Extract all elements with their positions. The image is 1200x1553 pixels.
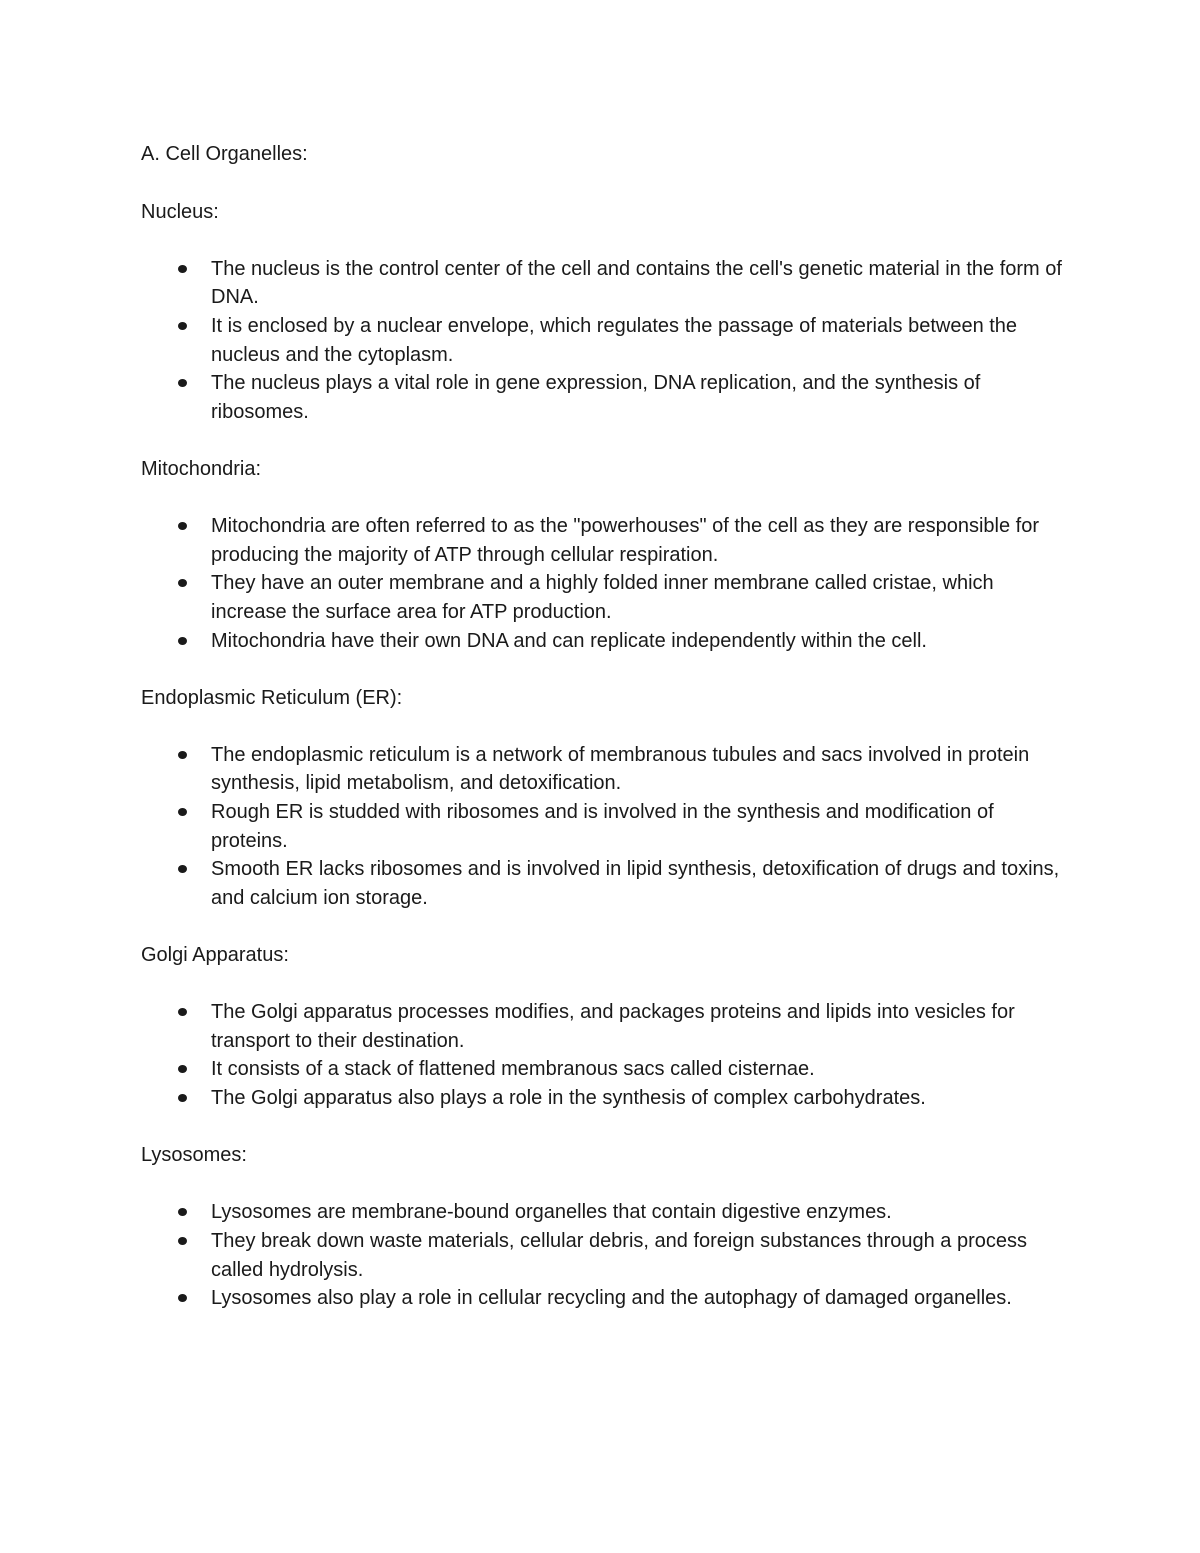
list-item [141, 1055, 1071, 1084]
list-item-text: Mitochondria have their own DNA and can replicate independently within the cell. [211, 629, 927, 652]
section-heading: Golgi Apparatus: [141, 944, 289, 967]
list-item-text: The nucleus plays a vital role in gene expression, DNA replication, and the synthesis of ribosomes. [211, 372, 981, 423]
document-title: A. Cell Organelles: [141, 143, 308, 165]
list-item-text: The Golgi apparatus processes modifies, and packages proteins and lipids into vesicles for transport to their destination. [211, 1001, 1015, 1052]
list-item [141, 998, 1071, 1055]
bullet-icon [178, 1208, 187, 1216]
list-item [141, 1198, 1071, 1227]
section-heading: Lysosomes: [141, 1144, 247, 1167]
bullet-icon [178, 865, 187, 873]
list-item [141, 255, 1071, 312]
list-item [141, 1284, 1071, 1313]
section-heading: Nucleus: [141, 200, 219, 223]
bullet-list [141, 741, 1071, 913]
list-item-text: The Golgi apparatus also plays a role in the synthesis of complex carbohydrates. [211, 1087, 926, 1109]
section-heading: Endoplasmic Reticulum (ER): [141, 686, 403, 709]
bullet-icon [178, 1094, 187, 1102]
bullet-list [141, 512, 1071, 655]
bullet-icon [178, 1008, 187, 1016]
document-page [141, 140, 1071, 1341]
bullet-list [141, 1198, 1071, 1312]
list-item-text: The nucleus is the control center of the cell and contains the cell's genetic material in the form of DNA. [211, 257, 1062, 309]
bullet-icon [178, 751, 187, 759]
section-mitochondria [141, 455, 1071, 655]
list-item-text: Rough ER is studded with ribosomes and is involved in the synthesis and modification of proteins. [211, 801, 994, 852]
bullet-icon [178, 808, 187, 816]
bullet-icon [178, 522, 187, 530]
list-item-text: It is enclosed by a nuclear envelope, which regulates the passage of materials between the nucleus and the cytoplasm. [211, 314, 1018, 366]
list-item-text: Lysosomes are membrane-bound organelles that contain digestive enzymes. [211, 1201, 892, 1224]
list-item-text: The endoplasmic reticulum is a network of membranous tubules and sacs involved in protein synthesis, lipid metabolism, and detoxification. [211, 743, 1030, 795]
list-item-text: Mitochondria are often referred to as the "powerhouses" of the cell as they are responsible for producing the majority of ATP through cellular respiration. [211, 515, 1039, 566]
list-item [141, 1227, 1071, 1284]
list-item [141, 855, 1071, 912]
section-golgi-apparatus [141, 941, 1071, 1113]
list-item-text: They have an outer membrane and a highly folded inner membrane called cristae, which increase the surface area for ATP production. [211, 572, 994, 623]
list-item [141, 512, 1071, 569]
bullet-list [141, 255, 1071, 427]
list-item [141, 369, 1071, 426]
list-item [141, 798, 1071, 855]
list-item [141, 569, 1071, 626]
bullet-icon [178, 1237, 187, 1245]
bullet-icon [178, 265, 187, 273]
bullet-icon [178, 379, 187, 387]
list-item-text: They break down waste materials, cellular debris, and foreign substances through a process called hydrolysis. [211, 1229, 1027, 1281]
section-endoplasmic-reticulum [141, 684, 1071, 913]
bullet-icon [178, 1294, 187, 1302]
section-heading: Mitochondria: [141, 457, 262, 480]
bullet-list [141, 998, 1071, 1112]
section-nucleus [141, 198, 1071, 427]
list-item [141, 627, 1071, 656]
list-item-text: Smooth ER lacks ribosomes and is involved in lipid synthesis, detoxification of drugs and toxins, and calcium ion storage. [211, 858, 1060, 909]
bullet-icon [178, 322, 187, 330]
bullet-icon [178, 637, 187, 645]
list-item-text: It consists of a stack of flattened membranous sacs called cisternae. [211, 1058, 815, 1081]
bullet-icon [178, 1065, 187, 1073]
bullet-icon [178, 579, 187, 587]
section-lysosomes [141, 1141, 1071, 1313]
list-item [141, 741, 1071, 798]
list-item [141, 1084, 1071, 1113]
list-item-text: Lysosomes also play a role in cellular recycling and the autophagy of damaged organelles. [211, 1287, 1012, 1310]
list-item [141, 312, 1071, 369]
